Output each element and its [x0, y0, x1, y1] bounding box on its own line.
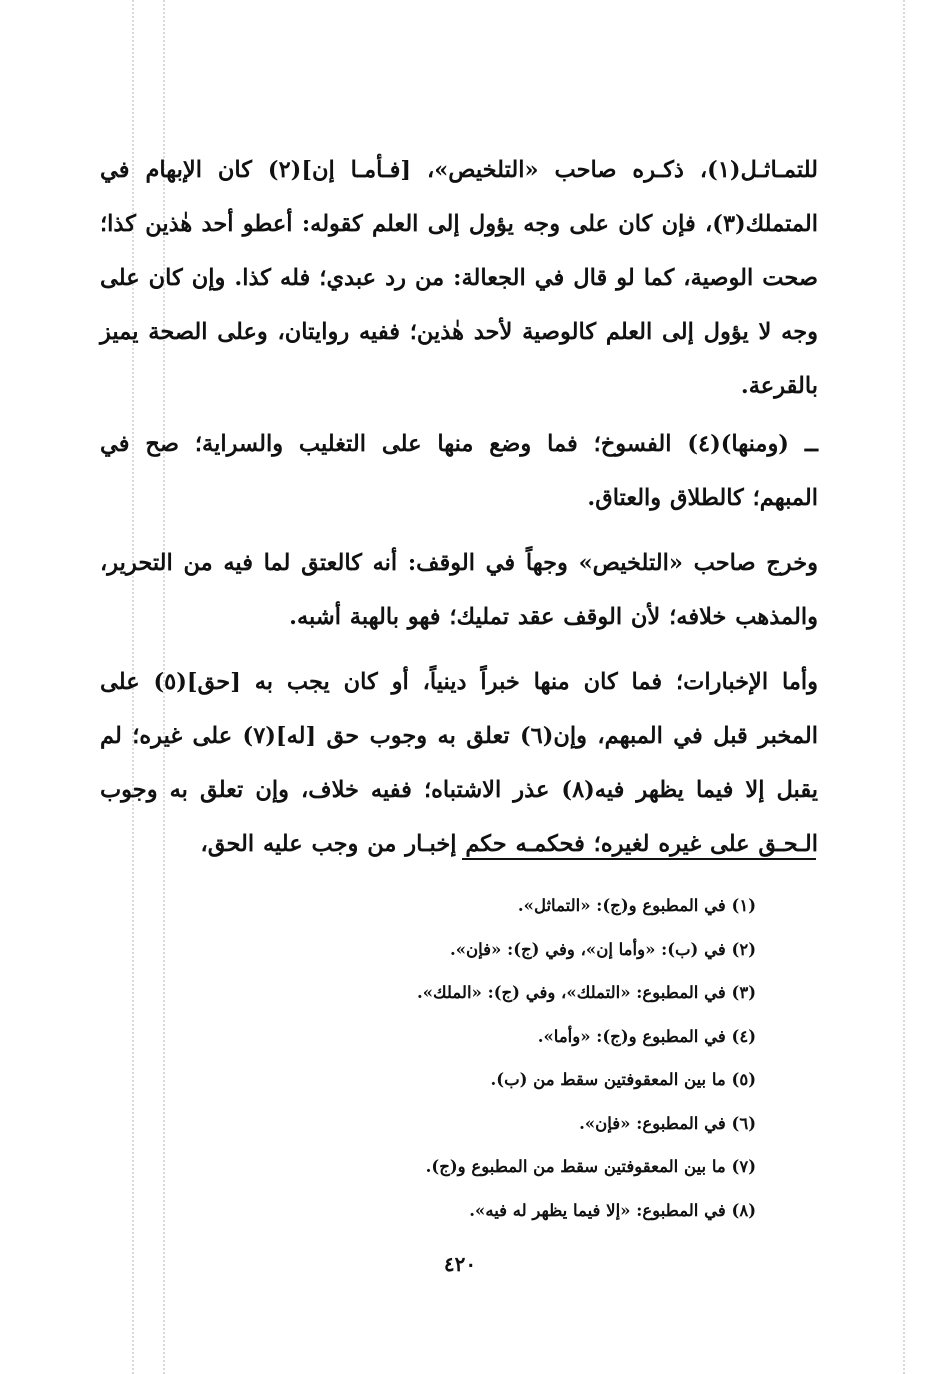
- footnote-4: (٤) في المطبوع و(ج): «وأما».: [537, 1026, 756, 1046]
- body-paragraph-4: وأما الإخبارات؛ فما كان منها خبراً دينياً، أو كان يجب به [حق](٥) على المخبر قبل في المبهم، وإن(٦) تعلق به وجوب حق [له](٧) على غيره؛ لم يقبل إلا فيما يظهر فيه(٨) عذر الاشتباه؛ ففيه خلاف، وإن تعلق به وجوب الـحـق على غيره لغيره؛ فحكمـه حكم إخبـار من وجب عليه الحق،: [100, 668, 818, 857]
- body-paragraph-3: وخرج صاحب «التلخيص» وجهاً في الوقف: أنه كالعتق لما فيه من التحرير، والمذهب خلافه؛ لأن الوقف عقد تمليك؛ فهو بالهبة أشبه.: [100, 549, 818, 630]
- page-number: ٤٢٠: [443, 1252, 477, 1276]
- footnote-1: (١) في المطبوع و(ج): «التماثل».: [517, 896, 756, 915]
- scan-guide-line: [903, 0, 905, 1374]
- footnotes-list: [100, 884, 756, 1232]
- footnote-separator: [462, 858, 816, 860]
- footnote-7: (٧) ما بين المعقوفتين سقط من المطبوع و(ج).: [425, 1157, 756, 1176]
- footnote-5: (٥) ما بين المعقوفتين سقط من (ب).: [490, 1070, 756, 1089]
- footnote-2: (٢) في (ب): «وأما إن»، وفي (ج): «فإن».: [449, 939, 756, 959]
- footnote-8: (٨) في المطبوع: «إلا فيما يظهر له فيه».: [469, 1200, 756, 1220]
- footnote-6: (٦) في المطبوع: «فإن».: [579, 1113, 756, 1133]
- body-paragraph-2: ــ (ومنها)(٤) الفسوخ؛ فما وضع منها على التغليب والسراية؛ صح في المبهم؛ كالطلاق والعتاق.: [100, 430, 818, 511]
- body-paragraph-1: للتمـاثـل(١)، ذكـره صاحب «التلخيص»، [فـأمـا إن](٢) كان الإبهام في المتملك(٣)، فإن كان على وجه يؤول إلى العلم كقوله: أعطو أحد هٰذين كذا؛ صحت الوصية، كما لو قال في الجعالة: من رد عبدي؛ فله كذا. وإن كان على وجه لا يؤول إلى العلم كالوصية لأحد هٰذين؛ ففيه روايتان، وعلى الصحة يميز بالقرعة.: [100, 156, 818, 399]
- footnote-3: (٣) في المطبوع: «التملك»، وفي (ج): «الملك».: [416, 983, 756, 1002]
